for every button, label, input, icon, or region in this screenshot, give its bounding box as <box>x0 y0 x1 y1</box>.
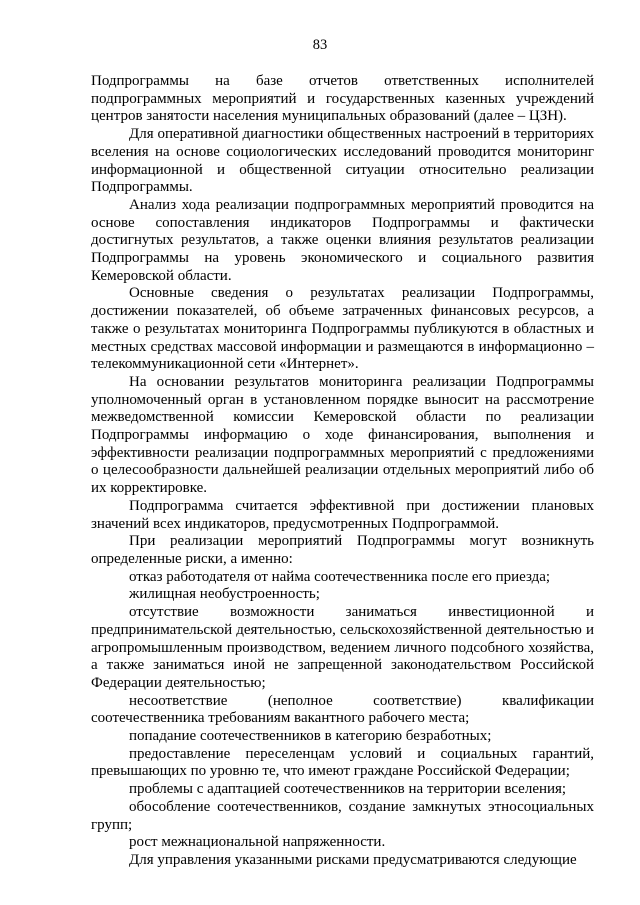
paragraph-analysis: Анализ хода реализации подпрограммных мероприятий проводится на основе сопоставления индикаторов Подпрограммы и фактически достигнутых результатов, а также оценки влияния результатов реализации Подпрограммы на уровень экономического и социального развития Кемеровской области. <box>91 196 594 284</box>
paragraph-continuation: Подпрограммы на базе отчетов ответственных исполнителей подпрограммных мероприятий и государственных казенных учреждений центров занятости населения муниципальных образований (далее – ЦЗН). <box>91 73 594 125</box>
paragraph-efficiency: Подпрограмма считается эффективной при достижении плановых значений всех индикаторов, предусмотренных Подпрограммой. <box>91 497 594 532</box>
paragraph-diagnostics: Для оперативной диагностики общественных настроений в территориях вселения на основе социологических исследований проводится мониторинг информационной и общественной ситуации относительно реализации Подпрограммы. <box>91 126 594 196</box>
page-number: 83 <box>312 37 328 53</box>
risk-item: отказ работодателя от найма соотечественника после его приезда; <box>129 568 551 585</box>
paragraph-risks-intro: При реализации мероприятий Подпрограммы могут возникнуть определенные риски, а именно: <box>91 533 594 567</box>
risk-item: попадание соотечественников в категорию безработных; <box>129 728 492 745</box>
paragraph-risk-management: Для управления указанными рисками предусматриваются следующие <box>129 851 577 868</box>
risk-item: жилищная необустроенность; <box>129 586 320 603</box>
risk-item: обособление соотечественников, создание замкнутых этносоциальных групп; <box>91 798 594 833</box>
paragraph-monitoring: На основании результатов мониторинга реализации Подпрограммы уполномоченный орган в установленном порядке выносит на рассмотрение межведомственной комиссии Кемеровской области по реализации Подпрограммы информацию о ходе финансирования, выполнения и эффективности реализации подпрограммных мероприятий с предложениями о целесообразности дальнейшей реализации отдельных мероприятий либо об их корректировке. <box>91 373 594 497</box>
risk-item: несоответствие (неполное соответствие) квалификации соотечественника требованиям вакантного рабочего места; <box>91 692 594 727</box>
risk-item: рост межнациональной напряженности. <box>129 834 386 851</box>
paragraph-publication: Основные сведения о результатах реализации Подпрограммы, достижении показателей, об объеме затраченных финансовых ресурсов, а также о результатах мониторинга Подпрограммы публикуются в областных и местных средствах массовой информации и размещаются в информационно – телекоммуникационной сети «Интернет». <box>91 285 594 373</box>
body-text <box>91 73 594 870</box>
risk-item: отсутствие возможности заниматься инвестиционной и предпринимательской деятельностью, сельскохозяйственной деятельностью и агропромышленным производством, ведением личного подсобного хозяйства, а также заниматься иной не запрещенной законодательством Российской Федерации деятельностью; <box>91 604 594 691</box>
risk-item: проблемы с адаптацией соотечественников на территории вселения; <box>129 781 567 798</box>
risk-item: предоставление переселенцам условий и социальных гарантий, превышающих по уровню те, что имеют граждане Российской Федерации; <box>91 745 594 780</box>
